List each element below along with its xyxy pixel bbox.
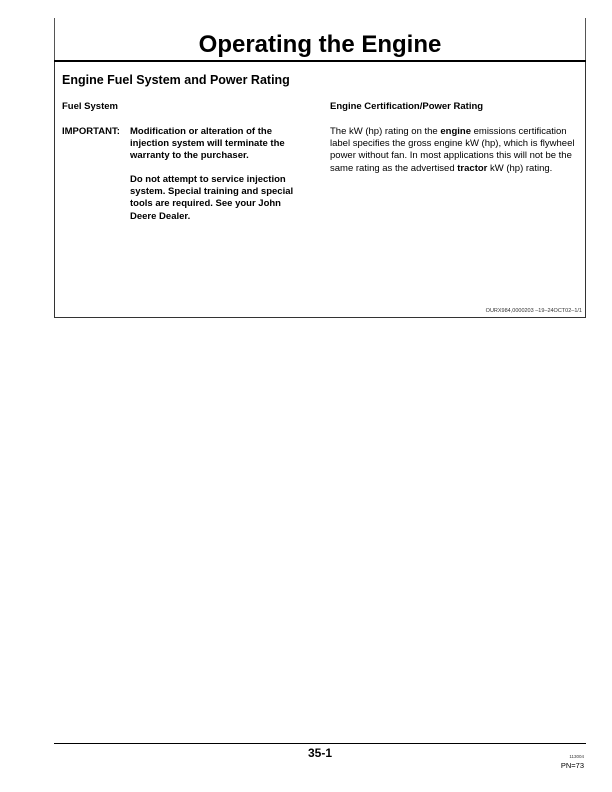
page-number: 35-1 <box>307 746 333 760</box>
section-title: Engine Fuel System and Power Rating <box>62 73 290 87</box>
page-title: Operating the Engine <box>198 31 442 58</box>
pn-label: PN=73 <box>560 761 584 770</box>
important-label: IMPORTANT: <box>62 126 120 137</box>
footer-rule <box>54 743 586 744</box>
certification-heading: Engine Certification/Power Rating <box>330 101 484 112</box>
cert-bold-engine: engine <box>440 126 471 137</box>
cert-bold-tractor: tractor <box>457 162 488 174</box>
cert-text-1: The kW (hp) rating on the <box>330 126 441 137</box>
footer-code: 113004 <box>569 754 584 759</box>
important-paragraph-warranty: Modification or alteration of the injection system will terminate the warranty to the purchaser. <box>130 126 285 162</box>
document-reference: OURX984,0000203 –19–24OCT02–1/1 <box>485 308 582 314</box>
cert-text-2: emissions certification label specifies the gross engine kW (hp), which is flywheel power without fan. In most applications this will not be the same rating as the advertised <box>330 126 575 174</box>
important-paragraph-service: Do not attempt to service injection system. Special training and special tools are required. See your John Deere Dealer. <box>130 174 294 222</box>
cert-text-3: kW (hp) rating. <box>487 162 553 174</box>
fuel-system-heading: Fuel System <box>62 101 118 112</box>
certification-paragraph <box>330 126 575 175</box>
